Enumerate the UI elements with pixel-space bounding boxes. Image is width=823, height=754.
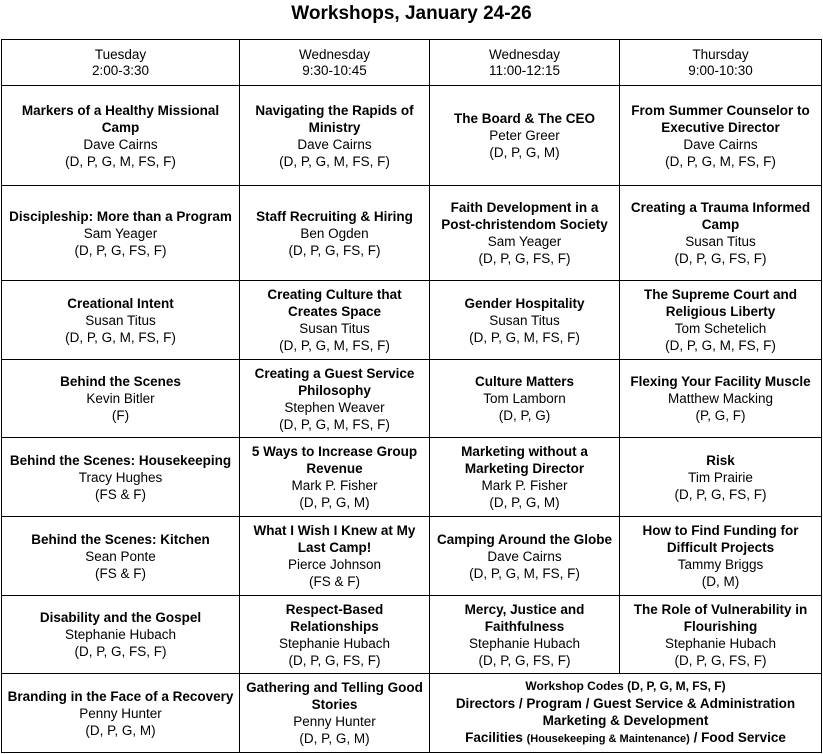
workshop-presenter: Susan Titus <box>299 321 370 336</box>
workshop-codes: (FS & F) <box>95 486 146 502</box>
workshop-codes: (D, P, G, FS, F) <box>74 644 167 659</box>
workshop-title: Culture Matters <box>474 374 574 389</box>
legend-facilities-detail: (Housekeeping & Maintenance) <box>526 733 690 745</box>
workshop-cell <box>430 438 620 517</box>
workshop-codes: (D, P, G, M, FS, F) <box>279 416 390 432</box>
table-row <box>2 674 822 753</box>
workshop-title: Creating Culture that Creates Space <box>267 287 402 319</box>
workshop-presenter: Stephanie Hubach <box>664 635 777 651</box>
column-time: 9:30-10:45 <box>302 62 367 78</box>
workshop-codes: (D, P, G, M, FS, F) <box>469 329 580 345</box>
workshop-cell <box>620 438 822 517</box>
table-row <box>2 186 822 281</box>
legend-line <box>432 729 819 748</box>
workshop-cell <box>2 281 240 360</box>
workshop-cell <box>430 281 620 360</box>
workshop-title: From Summer Counselor to Executive Director <box>631 102 810 135</box>
workshop-title: How to Find Funding for Difficult Projects <box>642 523 799 555</box>
legend-line: Directors / Program / Guest Service & Administration <box>455 696 796 711</box>
workshop-presenter: Susan Titus <box>85 312 156 328</box>
workshop-presenter: Sam Yeager <box>83 225 158 241</box>
workshop-presenter: Kevin Bitler <box>86 391 155 406</box>
workshop-presenter: Susan Titus <box>489 312 560 328</box>
column-time: 9:00-10:30 <box>688 62 753 78</box>
workshop-title: What I Wish I Knew at My Last Camp! <box>253 523 416 555</box>
workshop-presenter: Tim Prairie <box>688 469 753 485</box>
workshop-presenter: Matthew Macking <box>667 391 774 406</box>
workshop-codes: (D, P, G, M) <box>489 145 560 160</box>
workshop-presenter: Tom Lamborn <box>483 391 566 406</box>
workshop-codes: (FS & F) <box>95 565 146 581</box>
workshop-presenter: Tracy Hughes <box>78 469 163 485</box>
workshop-title: Risk <box>706 452 735 468</box>
workshop-title: The Board & The CEO <box>453 111 595 126</box>
workshop-title: Marketing without a Marketing Director <box>461 444 588 476</box>
table-row <box>2 360 822 438</box>
column-time: 11:00-12:15 <box>488 62 561 78</box>
workshop-cell <box>430 596 620 674</box>
workshop-title: Creating a Guest Service Philosophy <box>254 365 415 398</box>
workshop-cell <box>240 674 430 753</box>
table-row <box>2 517 822 596</box>
workshop-title: Creational Intent <box>67 295 174 311</box>
workshop-presenter: Ben Ogden <box>300 225 369 241</box>
workshop-codes: (D, P, G, M, FS, F) <box>665 153 776 169</box>
workshop-presenter: Stephen Weaver <box>284 399 385 415</box>
workshop-presenter: Dave Cairns <box>487 548 562 564</box>
workshop-cell <box>620 360 822 438</box>
workshop-title: The Role of Vulnerability in Flourishing <box>633 601 808 634</box>
workshop-codes: (D, P, G, FS, F) <box>674 251 767 266</box>
workshop-presenter: Penny Hunter <box>79 705 162 721</box>
workshop-codes: (D, P, G, M, FS, F) <box>65 329 176 345</box>
column-day: Thursday <box>692 46 749 62</box>
workshop-presenter: Mark P. Fisher <box>481 478 568 493</box>
workshop-cell <box>620 186 822 281</box>
workshop-title: Camping Around the Globe <box>437 531 612 547</box>
table-row <box>2 86 822 186</box>
workshop-codes: (F) <box>111 408 130 423</box>
workshop-cell <box>2 186 240 281</box>
workshop-cell <box>620 596 822 674</box>
workshop-cell <box>2 517 240 596</box>
workshop-presenter: Dave Cairns <box>83 136 158 152</box>
workshop-cell <box>240 86 430 186</box>
workshop-cell <box>430 517 620 596</box>
workshop-title: The Supreme Court and Religious Liberty <box>643 287 797 319</box>
column-header <box>430 40 620 86</box>
workshop-codes: (D, P, G, M) <box>85 722 156 738</box>
workshop-codes: (D, P, G, M) <box>489 495 560 510</box>
legend-line: Marketing & Development <box>542 713 709 728</box>
workshop-codes-legend <box>430 674 822 753</box>
workshop-codes: (D, P, G, FS, F) <box>288 652 381 668</box>
workshop-cell <box>620 86 822 186</box>
workshop-cell <box>2 360 240 438</box>
workshop-codes: (D, M) <box>701 574 740 589</box>
workshop-presenter: Penny Hunter <box>293 714 376 729</box>
workshop-cell <box>240 281 430 360</box>
workshop-codes: (D, P, G) <box>498 408 551 423</box>
workshop-cell <box>430 186 620 281</box>
workshop-codes: (D, P, G, FS, F) <box>674 486 767 502</box>
header-row <box>2 40 822 86</box>
workshop-title: Creating a Trauma Informed Camp <box>630 200 811 232</box>
workshop-cell <box>2 596 240 674</box>
table-row <box>2 281 822 360</box>
workshop-title: Behind the Scenes: Housekeeping <box>9 452 232 468</box>
workshop-cell <box>430 86 620 186</box>
workshop-codes: (P, G, F) <box>695 408 746 423</box>
column-header <box>2 40 240 86</box>
workshop-cell <box>240 360 430 438</box>
workshop-codes: (D, P, G, M) <box>299 495 370 510</box>
workshop-title: Faith Development in a Post-christendom Society <box>441 200 608 232</box>
workshop-codes: (D, P, G, M, FS, F) <box>279 338 390 353</box>
workshop-title: Navigating the Rapids of Ministry <box>255 102 414 135</box>
table-row <box>2 438 822 517</box>
workshop-cell <box>2 674 240 753</box>
column-header <box>620 40 822 86</box>
workshop-title: Behind the Scenes: Kitchen <box>31 531 210 547</box>
workshop-title: Mercy, Justice and Faithfulness <box>464 601 585 634</box>
workshop-title: Markers of a Healthy Missional Camp <box>21 102 220 135</box>
workshop-presenter: Stephanie Hubach <box>278 635 391 651</box>
column-time: 2:00-3:30 <box>91 62 150 78</box>
workshop-cell <box>240 517 430 596</box>
workshop-presenter: Susan Titus <box>685 234 756 249</box>
workshop-presenter: Pierce Johnson <box>287 557 382 572</box>
workshop-codes: (D, P, G, M, FS, F) <box>665 338 776 353</box>
workshop-presenter: Stephanie Hubach <box>468 635 581 651</box>
workshop-cell <box>2 86 240 186</box>
page-title: Workshops, January 24-26 <box>291 3 532 24</box>
workshop-title: Branding in the Face of a Recovery <box>7 688 234 704</box>
workshop-title: Gender Hospitality <box>464 295 585 311</box>
workshop-title: Respect-Based Relationships <box>285 601 384 634</box>
workshop-presenter: Peter Greer <box>489 128 560 143</box>
workshop-codes: (D, P, G, FS, F) <box>478 652 571 668</box>
workshop-cell <box>430 360 620 438</box>
workshop-cell <box>620 281 822 360</box>
table-row <box>2 596 822 674</box>
workshop-codes: (D, P, G, M, FS, F) <box>469 565 580 581</box>
workshop-codes: (D, P, G, FS, F) <box>74 242 167 258</box>
workshop-codes: (D, P, G, M) <box>299 731 370 746</box>
workshop-codes: (D, P, G, FS, F) <box>288 242 381 258</box>
workshop-codes: (D, P, G, FS, F) <box>674 652 767 668</box>
workshop-presenter: Sean Ponte <box>85 548 156 564</box>
workshop-title: Flexing Your Facility Muscle <box>630 374 811 389</box>
workshop-presenter: Sam Yeager <box>487 234 562 249</box>
workshop-cell <box>240 596 430 674</box>
workshop-title: Staff Recruiting & Hiring <box>256 208 413 224</box>
legend-facilities: Facilities <box>465 730 527 745</box>
workshop-presenter: Dave Cairns <box>683 136 758 152</box>
workshop-title: Gathering and Telling Good Stories <box>246 680 423 712</box>
workshop-codes: (D, P, G, M, FS, F) <box>279 153 390 169</box>
workshop-cell <box>240 186 430 281</box>
workshop-presenter: Tammy Briggs <box>677 557 764 572</box>
workshop-cell <box>620 517 822 596</box>
workshop-presenter: Mark P. Fisher <box>291 478 378 493</box>
workshop-presenter: Tom Schetelich <box>674 321 767 336</box>
column-day: Wednesday <box>298 46 371 62</box>
legend-food-service: / Food Service <box>689 730 786 745</box>
workshop-title: Discipleship: More than a Program <box>9 208 232 224</box>
column-day: Tuesday <box>94 46 147 62</box>
legend-heading: Workshop Codes (D, P, G, M, FS, F) <box>525 679 726 693</box>
workshop-codes: (D, P, G, FS, F) <box>478 251 571 266</box>
workshop-presenter: Stephanie Hubach <box>64 627 177 642</box>
workshop-title: Disability and the Gospel <box>39 610 202 625</box>
workshop-codes: (FS & F) <box>309 574 360 589</box>
workshop-title: Behind the Scenes <box>60 374 181 389</box>
workshop-cell <box>240 438 430 517</box>
column-header <box>240 40 430 86</box>
workshop-cell <box>2 438 240 517</box>
workshop-title: 5 Ways to Increase Group Revenue <box>251 444 418 476</box>
workshop-schedule-table <box>1 39 822 753</box>
column-day: Wednesday <box>488 46 561 62</box>
workshop-codes: (D, P, G, M, FS, F) <box>65 153 176 169</box>
workshop-presenter: Dave Cairns <box>297 136 372 152</box>
